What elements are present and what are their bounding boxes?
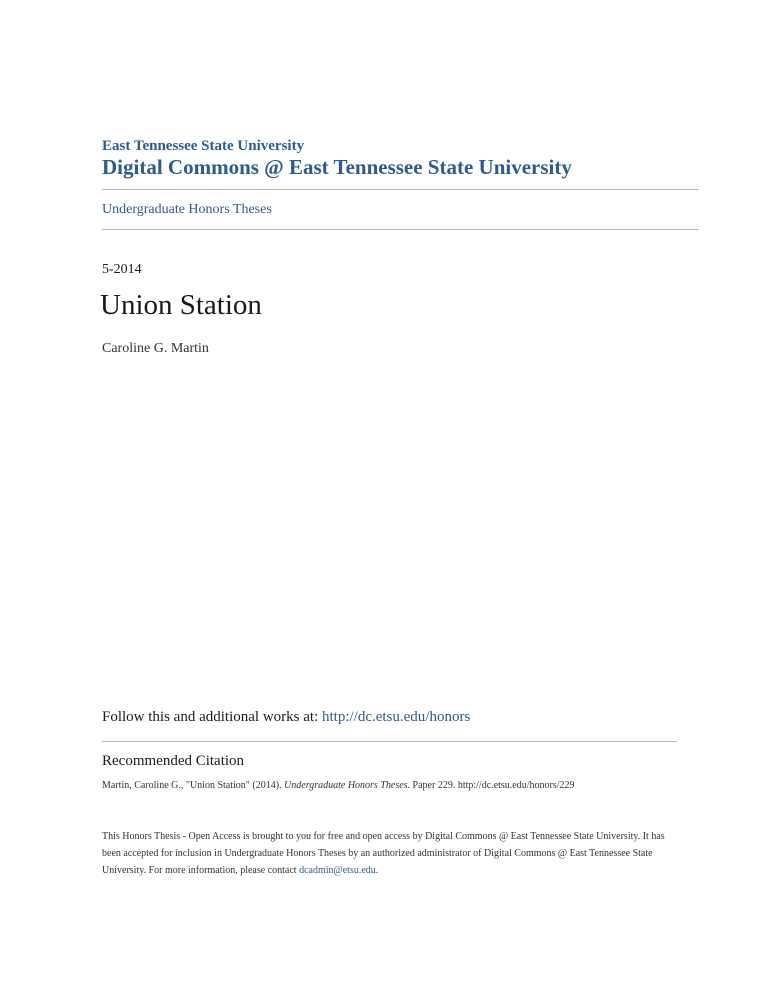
follow-line xyxy=(102,709,470,726)
contact-email-link[interactable]: dcadmin@etsu.edu xyxy=(299,865,376,876)
page-title: Union Station xyxy=(100,289,262,321)
follow-prefix: Follow this and additional works at: xyxy=(102,709,322,725)
citation-part2: . Paper 229. http://dc.etsu.edu/honors/229 xyxy=(407,780,575,791)
citation-part1: Martin, Caroline G., "Union Station" (2014). xyxy=(102,780,285,791)
notice-text: This Honors Thesis - Open Access is brought to you for free and open access by Digital Commons @ East Tennessee State University. It has been accepted for inclusion in Undergraduate Honors Theses by an authorized administrator of Digital Commons @ East Tennessee State University. For more information, please contact xyxy=(102,831,665,876)
institution-name: East Tennessee State University xyxy=(102,138,305,154)
divider xyxy=(102,189,699,190)
notice-end: . xyxy=(375,865,379,876)
author-name: Caroline G. Martin xyxy=(102,341,209,356)
citation-heading: Recommended Citation xyxy=(102,753,245,769)
series-link[interactable]: Undergraduate Honors Theses xyxy=(102,202,272,217)
divider xyxy=(102,229,699,230)
access-notice xyxy=(102,828,677,879)
follow-link[interactable]: http://dc.etsu.edu/honors xyxy=(321,709,471,725)
repository-name[interactable]: Digital Commons @ East Tennessee State University xyxy=(102,155,572,179)
citation-text xyxy=(102,780,574,791)
divider xyxy=(102,741,677,742)
citation-series: Undergraduate Honors Theses xyxy=(284,780,408,791)
publication-date: 5-2014 xyxy=(102,262,142,277)
